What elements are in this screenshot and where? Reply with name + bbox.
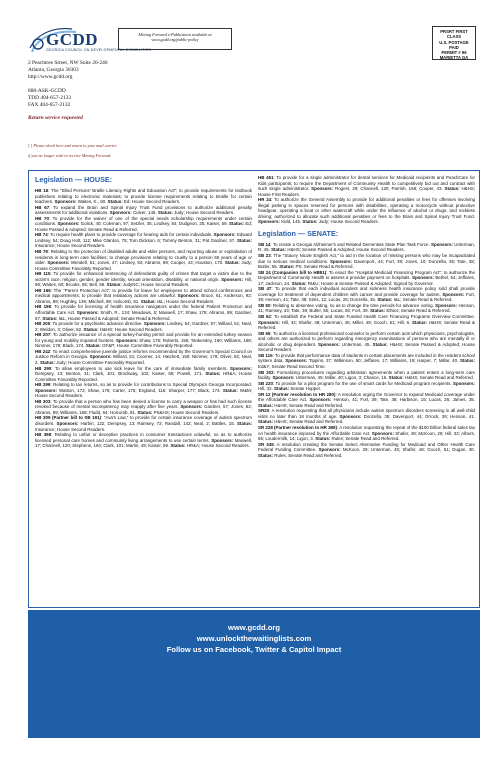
bill-number: SB 202: [258, 369, 274, 375]
bill-number: SB 50: [258, 302, 271, 308]
bill-number: HB 242: [35, 348, 51, 354]
sponsors-label: Sponsors: [412, 275, 433, 281]
sponsors-label: Sponsors: [318, 447, 340, 453]
bill-entry: HB 70: To provide for the waiver of one of the special needs scholarship requirements under certain conditions. Sponsors: Golick, 40; Coleman, 97; Setzler, 35; Lindsey, 54; Dudgeon, 25; Kaiser, 59. Status: Ed; House Passed & Adopted; Senate Read & Referred.: [35, 215, 252, 232]
status-label: Status: [205, 371, 219, 377]
bill-status: RI&U; House & Senate Passed & Adopted; Signed by Governor.: [307, 280, 434, 286]
bill-sponsors: Shafer, 48; McKoon, 29; Hill, 32; Albers, 56; Loudermilk, 14; Ligon, 3.: [258, 430, 475, 442]
bill-number: HR 24: [258, 197, 272, 203]
bill-status: W&M; House Second Readers.: [35, 387, 252, 399]
bill-number: HB 309 (Partner bill to SB 191): [35, 415, 102, 421]
bill-status: H&HS; Senate Read and Referred.: [274, 402, 344, 408]
bill-status: H&HS; House Second Readers.: [99, 326, 163, 332]
bill-entry: SB 115: To provide that performance data of students in certain placements are included in the resident school system data. Sponsors: Tippins, 37; Wilkinson, 50; Jeffares, 17; Williams, 19; Harper, 7; Millar, 40. Status: Ed&Y; Senate Read Second Time.: [258, 352, 475, 369]
bill-number: SB 115: [258, 352, 273, 358]
status-label: Status: [83, 326, 98, 332]
bill-entry: HB 74: To require health plans to provide coverage for hearing aids for certain individuals. Sponsors: Edward Lindsey, 54; Doug Holt, 112; Mike Glanton, 75; Tom Dickson, 6; Tommy Benton, 31; Pat Gardner, 57. Status: Insurance; House Second Readers.: [35, 232, 252, 249]
status-label: Status: [291, 280, 306, 286]
bill-number: HB 205: [35, 321, 51, 327]
bill-number: HB 303: [35, 398, 51, 404]
bill-entry: SR 228 (Partner resolution to HR 389): A resolution requesting the repeal of the $100 billion federal sales tax on health insurance imposed by the Affordable Care Act. Sponsors: Shafer, 48; McKoon, 29; Hill, 32; Albers, 56; Loudermilk, 14; Ligon, 3. Status: Rules; Senate Read and Referred.: [258, 424, 475, 442]
bill-sponsors: Unterman, 45; Millar, 40; Ligon, 3; Chance, 16.: [295, 375, 389, 381]
bill-status: H&HS; Senate Passed & Adopted; House Second Readers.: [287, 247, 405, 253]
bill-sponsors: Davenport, 44; Fort, 39; Jones, 10; Donzella, 35; Tate, 38; Butler, 55.: [258, 258, 475, 270]
bill-entry: HB 290: To allow employees to use sick leave for the care of immediate family members. Sponsors: Dempsey, 13; Benton, 31; Clark, 101; Brockway, 102; Kaiser, 59; Powell, 171. Status: HR&A; House Committee Favorably Reported.: [35, 365, 253, 382]
fax: FAX 404-657-2132: [28, 102, 71, 109]
sponsors-label: Sponsors: [318, 341, 339, 347]
status-label: Status: [302, 219, 316, 225]
bill-sponsors: Watson, 172; Shaw, 176; Carter, 175; England, 116; Sharper, 177; Black, 174.: [58, 387, 223, 393]
sponsors-label: Sponsors: [115, 337, 137, 343]
bill-description: : A resolution urging the Governor to expand Medicaid coverage under the Affordable Care Act.: [258, 391, 475, 403]
footer-link-waiting-lists[interactable]: www.unlockthewaitinglists.com: [196, 634, 312, 643]
bill-status: H&HS; Senate Read and Referred.: [274, 419, 344, 425]
bill-number: HB 18: [35, 188, 49, 193]
bill-sponsors: Bethel, 54; Jeffares, 17; Jackson, 24.: [258, 275, 475, 286]
bill-number: SR 345: [258, 441, 274, 447]
status-label: Status: [258, 419, 272, 425]
bill-entry: HB 461: To provide for a single administrator for dental services for Medicaid recipients and PeachCare for Kids participants; to require the Department of Community Health to competitively bid out and contract with such single administrator. Sponsors: Rogers, 29; Channell, 120; Parrish, 158; Cooper, 43. Status: H&HS; House First Readers.: [258, 175, 476, 197]
status-label: Status: [444, 186, 459, 192]
bill-status: Insurance; House Second Readers.: [35, 243, 106, 249]
bill-number: SB 62: [258, 314, 271, 320]
bill-entry: HR 24: To authorize the General Assembly to provide for additional penalties or fees for offenses involving illegal parking in spaces reserved for persons with disabilities, operating a motorcycle without protective headgear, operating a boat or other watercraft while under the influence of alcohol or drugs, and reckless driving; authorized to allocate such additional penalties or fees to the Brain and Spinal Injury Trust Fund. Sponsors: Kidd, 145. Status: Judy; House Second Readers.: [258, 197, 475, 225]
postage-line: PAID: [449, 44, 459, 50]
bill-sponsors: Donzella, 35; Davenport, 44; Orrock, 36; Henson, 41.: [363, 413, 475, 419]
bill-sponsors: Maxwell, 17; Channell, 120; Stephens, 164; Clark, 101; Martin, 49; Kaiser, 59.: [35, 437, 252, 449]
bill-entry: SB 24 (Companion bill to HB51): To enact the "Hospital Medicaid Financing Program Act"; to authorize the Department of Community Health to assess a provider payment on hospitals. Sponsors: Bethel, 54; Jeffares, 17; Jackson, 24. Status: RI&U; House & Senate Passed & Adopted; Signed by Governor.: [258, 269, 475, 286]
bill-description: : To enact the "Hospital Medicaid Financing Program Act"; to authorize the Department of Community Health to assess a provider payment on hospitals.: [258, 269, 475, 281]
bill-status: I&L; Senate Read & Referred.: [393, 297, 453, 303]
sponsors-label: Sponsors: [56, 420, 77, 426]
bill-description: : Formalizing procedures regarding arbitration agreements when a patient enters a long-term care facility.: [258, 369, 475, 381]
postage-line: PRSRT FIRST CLASS: [440, 29, 468, 40]
postage-line: PERMIT # 96: [441, 50, 467, 56]
city: Atlanta, Georgia 30303: [28, 67, 79, 74]
status-label: Status: [271, 247, 285, 253]
status-label: Status: [140, 298, 155, 304]
bill-description: : The "Blind Persons' Braille Literacy Rights and Education Act"; to provide requirements for textbook publishers relating to electronic materials; to provide license requirements relating to Braille for certain teachers.: [35, 188, 253, 205]
sponsors-label: Sponsors: [57, 221, 78, 227]
bill-number: HB 74: [35, 232, 48, 238]
logo-subtitle: GEORGIA COUNCIL ON DEVELOPMENTAL DISABILITIES: [46, 48, 151, 52]
bill-entry: HB 207: To authorize issuance of a special turkey-hunting permit and provide for an extended turkey season for young and mobility impaired hunters. Sponsors: Shaw, 176; Roberts, 155; Tankersley, 160; Williams, 168; Nimmer, 178; Black, 174. Status: GF&P; House Committee Favorably Reported.: [35, 332, 252, 349]
status-label: Status: [85, 343, 100, 349]
status-label: Status: [157, 210, 172, 216]
bill-entry: HB 398: Relating to unfair or deceptive practices in consumer transactions unlawful, so as to authorize licensed personal care homes and community living arrangements to use certain terms. Sponsors: Maxwell, 17; Channell, 120; Stephens, 164; Clark, 101; Martin, 49; Kaiser, 59. Status: HR&A; House Second Readers.: [35, 432, 253, 449]
bill-status: HR&A; House Committee Favorably Reported.: [35, 371, 253, 382]
bill-entry: SB 65: To authorize a licensed professional counselor to perform certain acts which physicians, psychologists, and others are authorized to perform regarding emergency examinations of persons who are mentally ill or alcoholic or drug dependent. Sponsors: Unterman, 45. Status: H&HS; Senate Passed & Adopted; House Second Readers.: [258, 330, 475, 353]
bill-number: SR 12 (Partner resolution to HR 280): [258, 391, 336, 397]
bill-description: : To provide that each individual accident and sickness health insurance policy sold shall provide coverage for treatment of dependent children with cancer and provide coverage for autism.: [258, 286, 475, 297]
bill-number: SR20: [258, 408, 270, 414]
bill-description: : To provide for a psychiatric advance directive.: [50, 321, 144, 327]
status-label: Status: [258, 402, 272, 408]
bill-entry: HB 115: To provide for enhanced sentencing of defendants guilty of crimes that target a victim due to the victim's race, religion, gender, gender identity, sexual orientation, disability, or national origin. Sponsors: Hill, 96; Waites, 60; Brooks, 55; Bell, 58. Status: JudyNC; House Second Readers.: [35, 271, 252, 288]
status-label: Status: [137, 409, 151, 415]
bill-sponsors: Bruce, 61; Anderson, 92; Abrams, 89; Hughley, 136; Mitchell, 88; Holcomb, 81.: [35, 293, 252, 304]
bill-status: H&HS; Senate Read & Referred.: [258, 319, 475, 331]
bill-sponsors: Golick, 40; Coleman, 97; Setzler, 35; Lindsey, 54; Dudgeon, 25; Kaiser, 59.: [80, 221, 230, 227]
bill-sponsors: Shaw, 176; Roberts, 155; Tankersley, 160; Williams, 168; Nimmer, 178; Black, 174.: [35, 337, 252, 349]
status-label: Status: [222, 387, 237, 393]
right-column: [258, 175, 475, 458]
status-label: Status: [388, 375, 403, 381]
bill-number: HB 78: [35, 249, 48, 255]
status-label: Status: [411, 319, 426, 325]
bill-entry: SB 47: To provide that each individual accident and sickness health insurance policy sold shall provide coverage for treatment of dependent children with cancer and provide coverage for autism. Sponsors: Fort, 39; Henson, 41; Tate, 38; Sims, 12; Lucas, 26; Donzella, 35. Status: I&L; Senate Read & Referred.: [258, 286, 475, 303]
status-label: Status: [236, 237, 251, 243]
bill-number: SB 47: [258, 286, 272, 292]
bill-description: : A resolution creating the Senate Select Alternative Funding for Medicaid and Other Health Care Federal Funding Committee.: [258, 441, 475, 453]
sponsors-label: Sponsors: [213, 232, 235, 238]
bill-description: : To expand the Brain and Spinal Injury Trust Fund provisions to authorize additional penalty assessments for additional violations.: [35, 204, 253, 216]
house-bill-list-continued: [258, 175, 475, 225]
bill-number: HB 398: [35, 432, 52, 438]
phone: 888-ASK-GCDD: [28, 87, 66, 94]
status-label: Status: [170, 443, 184, 449]
bill-description: : Relating to absentee voting, so as to change the time periods for advance voting.: [270, 302, 436, 308]
sponsors-label: Sponsors: [54, 199, 75, 205]
bill-sponsors: Smith, R., 134; Meadows, 5; Maxwell, 17; Shaw, 176; Abrams, 89; Gardner, 57.: [35, 310, 252, 321]
return-address: [28, 60, 108, 122]
bill-entry: HB 309 (Partner bill to SB 191): "Ava's Law," to provide for certain insurance coverage of autism spectrum disorders. Sponsors: Harbin, 122; Dempsey, 13; Ramsey, 72; Randall, 142; Neal, 2; Battles, 15. Status: Insurance; House Second Readers.: [35, 415, 253, 432]
bill-sponsors: Dempsey, 13; Benton, 31; Clark, 101; Brockway, 102; Kaiser, 59; Powell, 171.: [35, 371, 206, 377]
bill-number: HB 115: [35, 271, 51, 277]
sponsors-label: Sponsors: [89, 354, 111, 360]
status-label: Status: [39, 359, 54, 365]
bill-number: HB 70: [35, 215, 49, 221]
status-label: Status: [370, 308, 384, 314]
bill-entry: SR20: A resolution requesting that all physicians include autism spectrum disorders screening in all well-child visits no later than 18 months of age. Sponsors: Donzella, 35; Davenport, 44; Orrock, 36; Henson, 41. Status: H&HS; Senate Read and Referred.: [258, 408, 475, 425]
bill-number: SB 23: [258, 253, 271, 259]
bill-sponsors: Tippins, 37; Wilkinson, 50; Jeffares, 17; Williams, 19; Harper, 7; Millar, 40.: [308, 358, 460, 364]
sponsors-label: Sponsors: [180, 404, 201, 410]
bill-description: : To provide for a pilot program for the use of smart cards for Medicaid program recipients.: [272, 380, 454, 386]
bill-number: HB 461: [258, 175, 274, 180]
senate-bill-list: [258, 242, 475, 458]
sponsors-label: Sponsors: [339, 413, 360, 419]
bill-status: GF&P; House Committee Favorably Reported.: [102, 343, 194, 349]
bill-sponsors: Hill, 96; Waites, 60; Brooks, 55; Bell, 58.: [35, 276, 252, 288]
status-label: Status: [224, 260, 239, 266]
bill-description: : Relating to the protection of disabled adults and elder persons, and reporting abuse or exploitation of residents in long-term care facilities; to change provisions relating to cruelty to a person 65 years of age or older.: [35, 249, 252, 266]
sponsors-label: Sponsors: [272, 375, 293, 381]
bill-status: Ed&Y; Senate Read Second Time.: [258, 363, 326, 369]
footer-follow-us: Follow us on Facebook, Twitter & Capitol Impact: [166, 645, 342, 654]
bill-sponsors: Waites, K., 60.: [77, 199, 108, 205]
moving-forward-notice: Moving Forward e-Publication available at www.gcdd.org/public-policy: [118, 28, 232, 50]
bill-entry: SB 220: To provide for a pilot program for the use of smart cards for Medicaid program recipients. Sponsors: Hill, 32. Status: Senate Hopper.: [258, 380, 475, 392]
bill-status: Judy; House Second Readers.: [174, 210, 235, 216]
bill-entry: SR 12 (Partner resolution to HR 280): A resolution urging the Governor to expand Medicaid coverage under the Affordable Care Act. Sponsors: Henson, 41; Fort, 39; Tate, 38; Harbison, 15; Lucas, 26; James, 35. Status: H&HS; Senate Read and Referred.: [258, 391, 475, 408]
bill-sponsors: Kidd, 145.: [281, 219, 303, 225]
bill-entry: SB 62: To establish the Federal and State Funded Health Care Financing Programs Overview Committee. Sponsors: Hill, 32; Shafer, 48; Unterman, 45; Miller, 49; Gooch, 51; Hill, 6. Status: H&HS; Senate Read & Referred.: [258, 314, 475, 331]
bill-description: : To allow employees to use sick leave for the care of immediate family members.: [51, 365, 231, 371]
bill-sponsors: Unterman, R. 45.: [258, 241, 475, 253]
bill-status: Ed; House Passed & Adopted; Senate Read & Referred.: [35, 221, 252, 232]
bill-sponsors: Henson, 41; Ramsey, 43; Tate, 38; Butler, 55; Lucas, 26; Fort, 39.: [258, 302, 475, 314]
bill-sponsors: Rogers, 29; Channell, 120; Parrish, 158; Cooper, 43.: [334, 186, 445, 192]
bill-entry: SR 345: A resolution creating the Senate Select Alternative Funding for Medicaid and Other Health Care Federal Funding Committee. Sponsors: McKoon, 29; Unterman, 45; Shafer, 48; Gooch, 51; Dugan, 30. Status: Rules, Senate Read and Referred.: [258, 441, 475, 458]
bill-sponsors: Harbin, 122; Dempsey, 13; Ramsey, 72; Randall, 142; Neal, 2; Battles, 15.: [80, 420, 237, 426]
bill-entry: HB 198: To provide for licensing of health insurance navigators under the federal Patient Protection and Affordable Care Act. Sponsors: Smith, R., 134; Meadows, 5; Maxwell, 17; Shaw, 176; Abrams, 89; Gardner, 57. Status: I&L; House Passed & Adopted; Senate Read & Referred.: [35, 304, 252, 321]
status-label: Status: [229, 221, 243, 227]
sponsors-label: Sponsors: [453, 380, 474, 386]
bill-description: : To establish the Federal and State Funded Health Care Financing Programs Overview Committee.: [271, 314, 475, 320]
status-label: Status: [258, 452, 272, 458]
sponsors-label: Sponsors: [311, 186, 332, 192]
sponsors-label: Sponsors: [177, 293, 199, 299]
house-bill-list: [35, 188, 252, 449]
bill-sponsors: Gardner, 57; Jones, 62; Abrams, 89; Williams, 168; Fludd, 64; Holcomb, 81.: [35, 404, 252, 415]
sponsors-label: Sponsors: [371, 430, 393, 436]
bill-sponsors: Henson, 41; Fort, 39; Tate, 38; Harbison, 15; Lucas, 26; James, 35.: [333, 397, 475, 403]
bill-description: : To authorize issuance of a special turkey-hunting permit and provide for an extended turkey season for young and mobility impaired hunters.: [35, 332, 252, 343]
bill-entry: HB 303: To provide that a person who has been denied a license to carry a weapon or has had such license revoked because of mental incompetency may reapply after five years. Sponsors: Gardner, 57; Jones, 62; Abrams, 89; Williams, 168; Fludd, 64; Holcomb, 81. Status: PS&HS; House Second Readers.: [35, 398, 253, 415]
postage-line: U.S. POSTAGE: [439, 39, 469, 45]
bill-number: HB 198: [35, 304, 51, 310]
bill-entry: SB 14: To create a Georgia Alzheimer's and Related Dementias State Plan Task Force. Sponsors: Unterman, R. 45. Status: H&HS; Senate Passed & Adopted; House Second Readers.: [258, 241, 475, 253]
bill-description: : To authorize a licensed professional counselor to perform certain acts which physicians, psychologists, and others are authorized to perform regarding emergency examinations of persons who are mentally ill or alcoholic or drug dependent.: [258, 330, 475, 347]
legislation-box: [28, 170, 480, 608]
bill-status: PS&HS; House Second Readers.: [153, 409, 220, 415]
bill-number: SB 65: [258, 330, 271, 336]
bill-number: SB 220: [258, 380, 273, 386]
senate-heading: Legislation — SENATE:: [258, 228, 339, 238]
bill-status: H&HS; Senate Passed & Adopted; House Second Readers.: [258, 341, 475, 353]
street: 2 Peachtree Street, NW Suite 26-246: [28, 60, 108, 66]
footer-banner: [28, 610, 480, 738]
bill-status: Judy; House Committee Favorably Reported.: [56, 359, 146, 365]
bill-sponsors: Lindsey, 54; Gardner, 57; Willard, 51; Neal, 2; Weldon, 3; Oliver, 82.: [35, 321, 252, 332]
bill-status: Ed; House Second Readers.: [123, 199, 181, 205]
bill-description: : Relating to tax returns, so as to provide for contributions to Special Olympics Georgia Incorporated.: [50, 382, 253, 388]
bill-description: : To provide for the waiver of one of the special needs scholarship requirements under certain conditions.: [35, 215, 252, 227]
bill-status: Rules, Senate Read and Referred.: [274, 452, 343, 458]
bill-status: I&L; House Passed & Adopted; Senate Read & Referred.: [58, 315, 171, 321]
bill-status: H&HS; House First Readers.: [258, 186, 476, 197]
sponsors-label: Sponsors: [221, 276, 242, 282]
footer-link-gcdd[interactable]: www.gcdd.org: [227, 623, 281, 632]
bill-description: : To provide for licensing of health insurance navigators under the federal Patient Protection and Affordable Care Act.: [35, 304, 252, 316]
status-label: Status: [106, 282, 121, 288]
sponsors-label: Sponsors: [143, 321, 165, 327]
status-label: Status: [372, 341, 387, 347]
sponsors-label: Sponsors: [211, 437, 232, 443]
bill-entry: HB 205: To provide for a psychiatric advance directive. Sponsors: Lindsey, 54; Gardner, 57; Willard, 51; Neal, 2; Weldon, 3; Oliver, 82. Status: H&HS; House Second Readers.: [35, 321, 252, 332]
return-service: Return service requested: [28, 115, 83, 122]
bill-description: : To provide that a person who has been denied a license to carry a weapon or has had such license revoked because of mental incompetency may reapply after five years.: [35, 398, 253, 410]
bill-sponsors: Fort, 39; Henson, 41; Tate, 38; Sims, 12; Lucas, 26; Donzella, 35.: [258, 291, 475, 303]
status-label: Status: [279, 264, 293, 270]
status-label: Status: [377, 297, 391, 303]
bill-status: Ethics; Senate Read & Referred.: [386, 308, 451, 314]
bill-description: : To enact comprehensive juvenile justice reforms recommended by the Governor's Special Council on Justice Reform in Georgia.: [35, 348, 252, 360]
bill-status: Rules; Senate Read and Referred.: [331, 436, 400, 442]
sponsors-label: Sponsors: [442, 291, 463, 297]
sponsors-label: Sponsors: [109, 210, 131, 216]
bill-status: JudyNC; House Second Readers.: [122, 282, 190, 288]
bill-sponsors: Hill, 32; Shafer, 48; Unterman, 45; Miller, 49; Gooch, 51; Hill, 6.: [281, 319, 412, 325]
check-line: [ ] Please check here and return to your mail carrier: [28, 143, 117, 148]
bill-description: : A resolution requesting that all physicians include autism spectrum disorders screening in all well-child visits no later than 18 months of age.: [258, 408, 475, 419]
bill-description: : To provide for enhanced sentencing of defendants guilty of crimes that target a victim due to the victim's race, religion, gender, gender identity, sexual orientation, disability, or national origin.: [35, 271, 252, 282]
sponsors-label: Sponsors: [258, 319, 279, 325]
logo-text: GCDD: [46, 30, 99, 49]
bill-entry: HB 166: The "Parent Protection Act"; to provide for leave for employees to attend school conferences and medical appointments; to provide that retaliatory actions are unlawful. Sponsors: Bruce, 61; Anderson, 92; Abrams, 89; Hughley, 136; Mitchell, 88; Holcomb, 81. Status: I&L; House Second Readers.: [35, 287, 252, 304]
bill-status: HR&A; House Second Readers.: [186, 443, 250, 449]
bill-sponsors: Willard, 51; Coomer, 14; Hatchett, 150; Nimmer, 178; Oliver, 82; Neal, 2.: [35, 354, 252, 365]
house-heading: Legislation — HOUSE:: [35, 175, 113, 184]
bill-sponsors: Edward Lindsey, 54; Doug Holt, 112; Mike Glanton, 75; Tom Dickson, 6; Tommy Benton, 31; Pat Gardner, 57.: [35, 232, 252, 243]
bill-entry: HB 242: To enact comprehensive juvenile justice reforms recommended by the Governor's Special Council on Justice Reform in Georgia. Sponsors: Willard, 51; Coomer, 14; Hatchett, 150; Nimmer, 178; Oliver, 82; Neal, 2. Status: Judy; House Committee Favorably Reported.: [35, 348, 252, 365]
bill-entry: SB 202: Formalizing procedures regarding arbitration agreements when a patient enters a long-term care facility. Sponsors: Unterman, 45; Millar, 40; Ligon, 3; Chance, 16. Status: H&HS; Senate Read and Referred.: [258, 369, 475, 381]
sponsors-label: Sponsors: [35, 387, 56, 393]
sponsors-label: Sponsors: [76, 310, 98, 316]
status-label: Status: [459, 358, 474, 364]
bill-description: : To authorize the General Assembly to provide for additional penalties or fees for offenses involving illegal parking in spaces reserved for persons with disabilities, operating a motorcycle without protective headgear, operating a boat or other watercraft while under the influence of alcohol or drugs, and reckless driving; authorized to allocate such additional penalties or fees to the Brain and Spinal Injury Trust Fund.: [258, 197, 475, 219]
bill-description: : Relating to unfair or deceptive practices in consumer transactions unlawful, so as to authorize licensed personal care homes and community living arrangements to use certain terms.: [35, 432, 253, 443]
bill-status: PS; Senate Read & Referred.: [295, 264, 354, 270]
bill-number: HB 166: [35, 287, 51, 293]
bill-status: Insurance; House Second Readers.: [35, 426, 106, 432]
bill-description: : To provide for a single administrator for dental services for Medicaid recipients and PeachCare for Kids participants; to require the Department of Community Health to competitively bid out and contract with such single administrator.: [258, 175, 476, 192]
sponsors-label: Sponsors: [47, 260, 68, 266]
bill-number: SB 24 (Companion bill to HB51): [258, 269, 327, 275]
status-label: Status: [42, 315, 56, 321]
status-label: Status: [274, 386, 288, 392]
bill-status: Judy; House Committee Favorably Reported.: [35, 260, 252, 271]
bill-entry: HB 299: Relating to tax returns, so as to provide for contributions to Special Olympics Georgia Incorporated. Sponsors: Watson, 172; Shaw, 176; Carter, 175; England, 116; Sharper, 177; Black, 174. Status: W&M; House Second Readers.: [35, 382, 253, 399]
bill-status: Judy; House Second Readers.: [318, 219, 379, 225]
bill-number: HB 67: [35, 204, 50, 210]
sponsors-label: Sponsors: [330, 258, 351, 264]
bill-number: HB 299: [35, 382, 51, 388]
status-label: Status: [315, 436, 329, 442]
bill-sponsors: Unterman, 45.: [341, 341, 373, 347]
postage-indicia: [432, 26, 476, 60]
bill-description: : "Ava's Law," to provide for certain insurance coverage of autism spectrum disorders.: [35, 415, 252, 426]
bill-description: : To require health plans to provide coverage for hearing aids for certain individuals.: [47, 232, 214, 238]
sponsors-label: Sponsors: [258, 219, 279, 225]
status-label: Status: [107, 199, 122, 205]
bill-sponsors: Hill, 32.: [258, 386, 275, 392]
bill-entry: HB 18: The "Blind Persons' Braille Literacy Rights and Education Act"; to provide requirements for textbook publishers relating to electronic materials; to provide license requirements relating to Braille for certain teachers. Sponsors: Waites, K., 60. Status: Ed; House Second Readers.: [35, 188, 253, 205]
bill-status: Senate Hopper.: [290, 386, 322, 392]
sponsors-label: Sponsors: [230, 365, 251, 371]
left-column: [35, 175, 252, 449]
bill-number: HB 207: [35, 332, 51, 338]
bill-number: SR 228 (Partner resolution to HR 389): [258, 424, 337, 430]
sponsors-label: Sponsors: [285, 358, 306, 364]
bill-entry: HB 67: To expand the Brain and Spinal Injury Trust Fund provisions to authorize additional penalty assessments for additional violations. Sponsors: Culver, 145. Status: Judy; House Second Readers.: [35, 204, 253, 216]
bill-sponsors: Culver, 145.: [132, 210, 158, 216]
bill-description: : To create a Georgia Alzheimer's and Related Dementias State Plan Task Force.: [270, 241, 432, 247]
bill-description: : A resolution requesting the repeal of the $100 billion federal sales tax on health insurance imposed by the Affordable Care Act.: [258, 424, 475, 436]
tdd: TDD 404-657-2133: [28, 94, 71, 101]
bill-entry: SB 50: Relating to absentee voting, so as to change the time periods for advance voting. Sponsors: Henson, 41; Ramsey, 43; Tate, 38; Butler, 55; Lucas, 26; Fort, 39. Status: Ethics; Senate Read & Referred.: [258, 302, 475, 314]
bill-entry: HB 78: Relating to the protection of disabled adults and elder persons, and reporting abuse or exploitation of residents in long-term care facilities; to change provisions relating to cruelty to a person 65 years of age or older. Sponsors: Wendell, 51; Jones, 47; Lindsey, 54; Abrams, 89; Cooper, 43; Houston, 170. Status: Judy; House Committee Favorably Reported.: [35, 249, 252, 271]
bill-number: SB 14: [258, 241, 271, 247]
bill-entry: SB 23: The "Stacey Nicole English Act," to aid in the location of missing persons who may be incapacitated due to serious medical conditions. Sponsors: Davenport, 44; Fort, 39; Jones, 10; Donzella, 35; Tate, 38; Butler, 55. Status: PS; Senate Read & Referred.: [258, 253, 475, 270]
bill-status: H&HS; Senate Read and Referred.: [404, 375, 475, 381]
sponsors-label: Sponsors: [309, 397, 330, 403]
bill-description: : The "Stacey Nicole English Act," to aid in the location of missing persons who may be incapacitated due to serious medical conditions.: [258, 253, 475, 264]
sponsors-label: Sponsors: [435, 302, 456, 308]
sponsors-label: Sponsors: [431, 241, 452, 247]
website[interactable]: http://www.gcdd.org: [28, 74, 73, 81]
bill-status: I&L; House Second Readers.: [157, 298, 215, 304]
bill-number: HB 290: [35, 365, 52, 371]
status-label: Status: [236, 420, 251, 426]
bill-sponsors: Wendell, 51; Jones, 47; Lindsey, 54; Abrams, 89; Cooper, 43; Houston, 170.: [70, 260, 225, 266]
postage-line: MARIETTA GA: [439, 55, 469, 61]
bill-sponsors: McKoon, 29; Unterman, 45; Shafer, 48; Gooch, 51; Dugan, 30.: [342, 447, 475, 453]
bill-description: : To provide that performance data of students in certain placements are included in the resident school system data.: [258, 352, 475, 364]
bill-description: : The "Parent Protection Act"; to provide for leave for employees to attend school conferences and medical appointments; to provide that retaliatory actions are unlawful.: [35, 287, 252, 299]
unsubscribe-line: if you no longer wish to receive Moving Forward.: [28, 153, 112, 158]
